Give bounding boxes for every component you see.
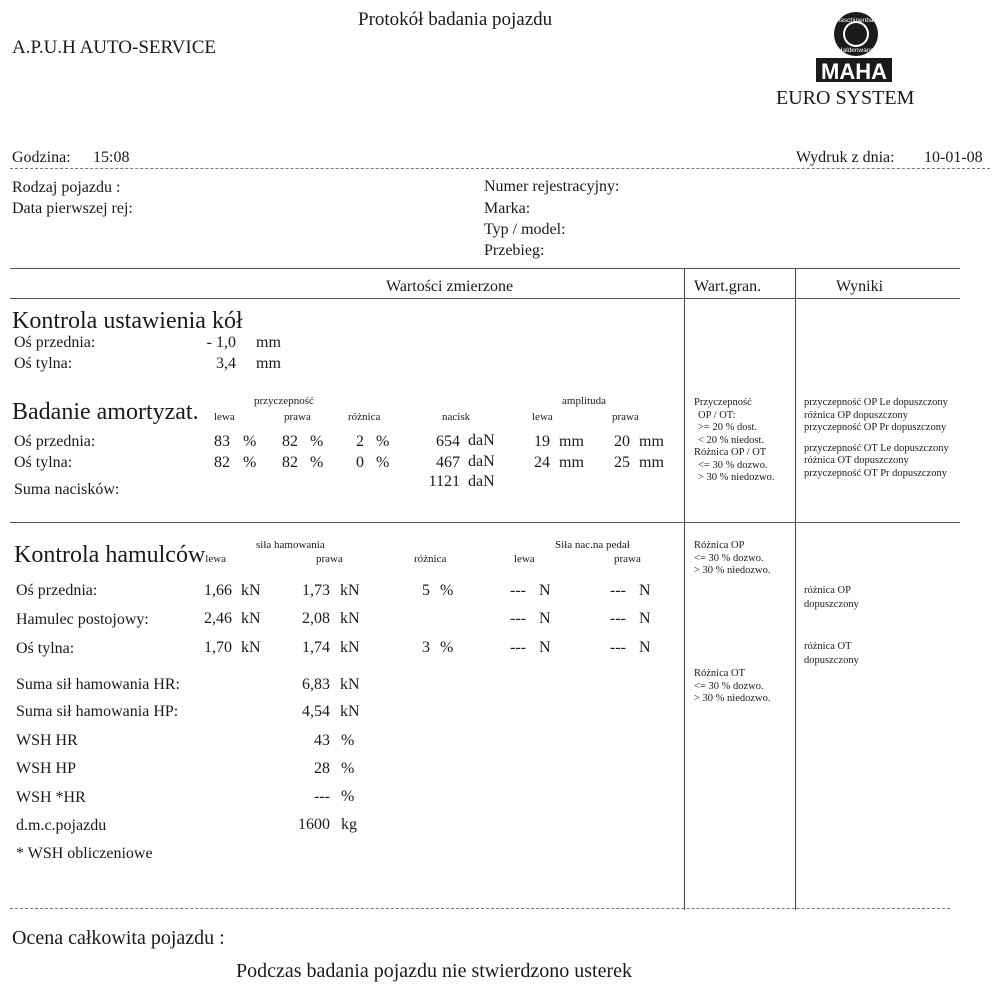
wsh-hp-value: 28	[314, 760, 330, 777]
shock-front-left: 83	[214, 433, 230, 450]
shock-result-line: przyczepność OP Le dopuszczony	[804, 397, 948, 408]
brakes-front-pedal-right: ---	[610, 582, 626, 599]
brakes-front-label: Oś przednia:	[16, 582, 98, 599]
brakes-front-left-unit: kN	[241, 582, 261, 599]
brakes-front-right-unit: kN	[340, 582, 360, 599]
brake-limit-line: Różnica OT	[694, 668, 746, 679]
brakes-rear-right-unit: kN	[340, 639, 360, 656]
brake-result-line: dopuszczony	[804, 655, 859, 666]
brake-limits-rear	[694, 668, 771, 706]
brake-sum-hr-label: Suma sił hamowania HR:	[16, 676, 180, 693]
alignment-section-title: Kontrola ustawienia kół	[12, 308, 243, 334]
wsh-star-hr-value: ---	[314, 788, 330, 805]
wsh-footnote: * WSH obliczeniowe	[16, 845, 153, 862]
brakes-parking-right: 2,08	[302, 610, 330, 627]
shock-front-right-unit: %	[310, 433, 324, 450]
shock-rear-amp-right-unit: mm	[639, 454, 664, 471]
mileage-label: Przebieg:	[484, 242, 545, 259]
brakes-pedal-left-header: lewa	[514, 553, 535, 565]
brake-sum-hp-unit: kN	[340, 703, 360, 720]
shock-adhesion-group-header: przyczepność	[254, 395, 314, 407]
brakes-parking-pedal-right-unit: N	[639, 610, 651, 627]
shock-rear-amp-left: 24	[534, 454, 550, 471]
brakes-front-diff: 5	[422, 582, 430, 599]
shock-rear-right-unit: %	[310, 454, 324, 471]
logo-ring-text-bottom: Haldenwang	[837, 47, 875, 54]
measured-values-header: Wartości zmierzone	[386, 278, 514, 295]
shock-rear-amp-left-unit: mm	[559, 454, 584, 471]
shock-col-load-header: nacisk	[442, 411, 471, 423]
brake-limit-line: <= 30 % dozwo.	[694, 680, 764, 692]
brakes-rear-pedal-left: ---	[510, 639, 526, 656]
brakes-parking-label: Hamulec postojowy:	[16, 611, 149, 628]
table-top-line	[10, 268, 960, 269]
brakes-parking-right-unit: kN	[340, 610, 360, 627]
shock-rear-left-unit: %	[243, 454, 257, 471]
logo-ring-text-top: Maschinenbau	[834, 17, 878, 24]
shock-rear-left: 82	[214, 454, 230, 471]
shock-rear-diff: 0	[356, 454, 364, 471]
shock-col-amp-left-header: lewa	[532, 411, 553, 423]
shock-limit-line: Różnica OP / OT	[694, 447, 767, 458]
wsh-hr-unit: %	[341, 732, 355, 749]
shock-rear-load-unit: daN	[468, 453, 495, 470]
shock-front-diff: 2	[356, 433, 364, 450]
brake-sum-hr-value: 6,83	[302, 676, 330, 693]
shock-front-diff-unit: %	[376, 433, 390, 450]
alignment-rear-unit: mm	[256, 355, 281, 372]
shock-limits	[694, 397, 775, 485]
shock-col-right-header: prawa	[284, 411, 311, 423]
shock-limit-line: > 30 % niedozwo.	[698, 472, 775, 483]
brakes-front-diff-unit: %	[440, 582, 454, 599]
wsh-hp-unit: %	[341, 760, 355, 777]
brake-results-rear	[804, 640, 859, 668]
shock-front-amp-left: 19	[534, 433, 550, 450]
brake-limit-line: Różnica OP	[694, 540, 745, 551]
dmc-value: 1600	[298, 816, 330, 833]
registration-number-label: Numer rejestracyjny:	[484, 178, 620, 195]
print-date-label: Wydruk z dnia:	[796, 149, 895, 166]
shock-result-line: przyczepność OT Le dopuszczony	[804, 442, 949, 454]
brakes-col-left-header: lewa	[205, 553, 227, 565]
brake-sum-hp-value: 4,54	[302, 703, 330, 720]
brakes-rear-left-unit: kN	[241, 639, 261, 656]
alignment-rear-label: Oś tylna:	[14, 355, 73, 372]
shock-front-amp-right-unit: mm	[639, 433, 664, 450]
time-value: 15:08	[93, 149, 130, 166]
brakes-parking-left: 2,46	[204, 610, 232, 627]
shock-limit-line: <= 30 % dozwo.	[698, 459, 768, 471]
table-header-line	[10, 298, 960, 299]
brakes-pedal-group-header: Siła nac.na pedał	[555, 539, 630, 551]
dmc-label: d.m.c.pojazdu	[16, 817, 107, 834]
brake-results-front	[804, 584, 859, 612]
brakes-front-pedal-right-unit: N	[639, 582, 651, 599]
shock-rear-right: 82	[282, 454, 298, 471]
shock-front-load-unit: daN	[468, 432, 495, 449]
wsh-hp-label: WSH HP	[16, 760, 77, 777]
dmc-unit: kg	[341, 816, 357, 833]
wsh-star-hr-unit: %	[341, 788, 355, 805]
shock-front-label: Oś przednia:	[14, 433, 96, 450]
brakes-col-diff-header: różnica	[414, 553, 447, 565]
shock-result-line: przyczepność OT Pr dopuszczony	[804, 467, 947, 479]
alignment-front-unit: mm	[256, 334, 281, 351]
brake-limit-line: <= 30 % dozwo.	[694, 552, 764, 564]
logo-subtitle: EURO SYSTEM	[776, 87, 915, 109]
make-label: Marka:	[484, 200, 531, 217]
alignment-rear-value: 3,4	[216, 355, 236, 372]
shock-result-line: różnica OT dopuszczony	[804, 455, 909, 466]
shock-rear-amp-right: 25	[614, 454, 630, 471]
shock-front-right: 82	[282, 433, 298, 450]
brakes-front-right: 1,73	[302, 582, 330, 599]
column-divider-limits	[684, 268, 685, 910]
shock-rear-label: Oś tylna:	[14, 454, 73, 471]
brakes-rear-right: 1,74	[302, 639, 330, 656]
shock-front-left-unit: %	[243, 433, 257, 450]
brakes-rear-pedal-left-unit: N	[539, 639, 551, 656]
section-divider-brakes	[10, 522, 960, 523]
brake-limit-line: > 30 % niedozwo.	[694, 693, 771, 704]
brakes-parking-pedal-left: ---	[510, 610, 526, 627]
shock-sum-value: 1121	[428, 473, 460, 490]
wsh-star-hr-label: WSH *HR	[16, 789, 86, 806]
brakes-rear-diff-unit: %	[440, 639, 454, 656]
brakes-rear-left: 1,70	[204, 639, 232, 656]
brake-sum-hp-label: Suma sił hamowania HP:	[16, 703, 179, 720]
overall-assessment-label: Ocena całkowita pojazdu :	[12, 927, 225, 949]
brakes-col-right-header: prawa	[316, 553, 343, 565]
document-title: Protokół badania pojazdu	[358, 9, 553, 30]
table-bottom-line	[10, 908, 950, 909]
time-label: Godzina:	[12, 149, 71, 166]
shock-rear-load: 467	[436, 454, 460, 471]
shock-result-line: przyczepność OP Pr dopuszczony	[804, 422, 947, 433]
wsh-hr-value: 43	[314, 732, 330, 749]
shock-limit-line: >= 20 % dost.	[698, 422, 758, 433]
shock-col-amp-right-header: prawa	[612, 411, 639, 423]
column-divider-results	[795, 268, 796, 910]
shock-limit-line: Przyczepność	[694, 397, 752, 408]
header-divider	[10, 168, 990, 169]
brakes-rear-label: Oś tylna:	[16, 640, 75, 657]
shock-results	[804, 397, 949, 480]
wsh-hr-label: WSH HR	[16, 732, 78, 749]
first-registration-label: Data pierwszej rej:	[12, 200, 133, 217]
print-date-value: 10-01-08	[924, 149, 983, 166]
shock-limit-line: OP / OT:	[698, 409, 736, 421]
brakes-parking-pedal-left-unit: N	[539, 610, 551, 627]
shock-front-amp-left-unit: mm	[559, 433, 584, 450]
brakes-front-left: 1,66	[204, 582, 232, 599]
shock-front-amp-right: 20	[614, 433, 630, 450]
brakes-pedal-right-header: prawa	[614, 553, 641, 565]
brake-result-line: różnica OT	[804, 641, 852, 652]
brakes-rear-pedal-right: ---	[610, 639, 626, 656]
brakes-parking-pedal-right: ---	[610, 610, 626, 627]
shock-col-left-header: lewa	[214, 411, 235, 423]
shock-rear-diff-unit: %	[376, 454, 390, 471]
shock-limit-line: < 20 % niedost.	[698, 434, 764, 446]
brakes-force-group-header: siła hamowania	[256, 539, 325, 551]
maha-logo	[814, 10, 894, 86]
limit-values-header: Wart.gran.	[694, 278, 762, 295]
brake-limit-line: > 30 % niedozwo.	[694, 565, 771, 576]
overall-assessment-text: Podczas badania pojazdu nie stwierdzono usterek	[236, 960, 632, 982]
shock-amplitude-group-header: amplituda	[562, 395, 606, 407]
model-label: Typ / model:	[484, 221, 566, 238]
brake-limits-front	[694, 540, 771, 578]
brakes-front-pedal-left: ---	[510, 582, 526, 599]
alignment-front-value: - 1,0	[206, 334, 236, 351]
brakes-rear-pedal-right-unit: N	[639, 639, 651, 656]
brake-result-line: dopuszczony	[804, 599, 859, 610]
brake-result-line: różnica OP	[804, 585, 851, 596]
shock-front-load: 654	[436, 433, 460, 450]
brakes-section-title	[14, 543, 226, 567]
brakes-parking-left-unit: kN	[241, 610, 261, 627]
brakes-front-pedal-left-unit: N	[539, 582, 551, 599]
vehicle-type-label: Rodzaj pojazdu :	[12, 179, 121, 196]
shock-sum-label: Suma nacisków:	[14, 481, 120, 498]
logo-brand-text: MAHA	[821, 59, 887, 84]
shock-result-line: różnica OP dopuszczony	[804, 409, 908, 421]
results-header: Wyniki	[836, 278, 884, 295]
brakes-title-text: Kontrola hamulców	[14, 542, 206, 568]
shock-section-title: Badanie amortyzat.	[12, 399, 199, 425]
shock-col-diff-header: różnica	[348, 411, 381, 423]
company-name: A.P.U.H AUTO-SERVICE	[12, 37, 216, 58]
alignment-front-label: Oś przednia:	[14, 334, 96, 351]
brake-sum-hr-unit: kN	[340, 676, 360, 693]
shock-sum-unit: daN	[468, 473, 495, 490]
brakes-rear-diff: 3	[422, 639, 430, 656]
